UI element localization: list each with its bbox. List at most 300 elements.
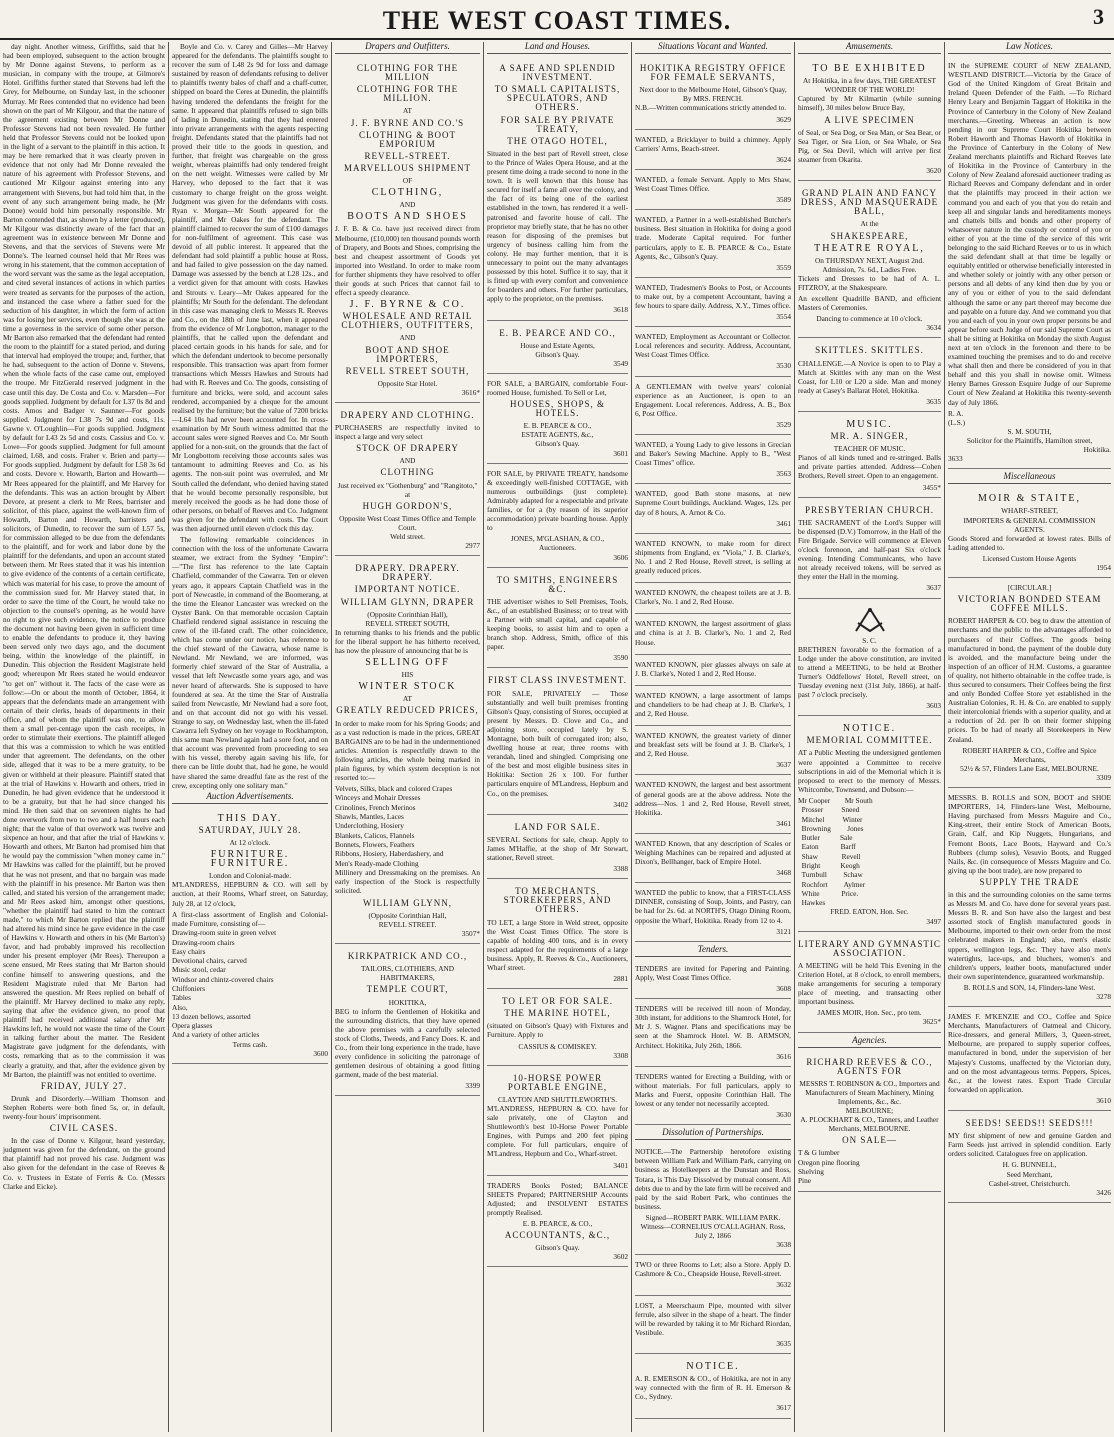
law-notice: [948, 59, 1111, 469]
hugh-opposite: Opposite West Coast Times Office and Temple Court.: [339, 513, 476, 532]
supply-trade: SUPPLY THE TRADE: [979, 876, 1080, 887]
shakespeare: SHAKESPEARE,: [830, 230, 909, 241]
gibsons-quay: Gibson's Quay.: [535, 349, 580, 359]
ad-ref: 3600: [313, 1048, 328, 1058]
tender-ads: [635, 962, 791, 1125]
and-label-3: AND: [399, 456, 416, 466]
situations-section-heading: Situations Vacant and Wanted.: [635, 42, 791, 54]
ad-ref: 3563: [776, 469, 791, 479]
robinson: MESSRS T. ROBINSON & CO., Importers and Manufacturers of Steam Machinery, Mining Implements, &c., &c.: [799, 1078, 940, 1106]
wanted-text: WANTED, a Young Lady to give lessons in Grecian and Baker's Sewing Machine. Apply to B., "West Coast Times" office.: [635, 440, 791, 468]
ad-ref: 3308: [613, 1050, 628, 1060]
nb-text: N.B.—Written communications strictly attended to.: [635, 103, 787, 113]
william-glynn: WILLIAM GLYNN, DRAPER: [340, 596, 475, 607]
ad-ref: 3309: [1096, 772, 1111, 782]
teacher-of-music: TEACHER OF MUSIC.: [833, 444, 906, 454]
tender-ad: [635, 1070, 791, 1125]
to-let-or-sale: TO LET OR FOR SALE.: [502, 996, 613, 1007]
ad-ref: 3608: [776, 984, 791, 994]
memorial-text: AT a Public Meeting the undersigned gentlemen were appointed a Committee to receive subscriptions in aid of the Memorial which it is proposed to erect to the memory of Messrs. Whitcombe, Townsend, and Dobson:—: [798, 748, 941, 794]
wanted-ad: [635, 213, 791, 278]
ad-ref: 3589: [776, 195, 791, 205]
fred-eaton: FRED. EATON, Hon. Sec.: [830, 907, 909, 917]
cashel-street: Cashel-street, Christchurch.: [988, 1178, 1071, 1188]
goods-text: Goods Stored and forwarded at lowest rates. Bills of Lading attended to.: [948, 533, 1111, 552]
to-merchants: TO MERCHANTS, STOREKEEPERS, AND OTHERS.: [503, 886, 612, 915]
column-5: [631, 42, 794, 1432]
clothing-million-2: CLOTHING FOR THE MILLION.: [356, 84, 459, 104]
ad-ref: 3620: [926, 166, 941, 176]
lost-ad: [635, 1299, 791, 1354]
temple-court: TEMPLE COURT,: [366, 984, 449, 995]
at-label: AT: [403, 106, 412, 116]
literary-text: A MEETING will be held This Evening in the Criterion Hotel, at 8 o'clock, to enroll members, make arrangements for securing a temporary place of meeting, and transacting other important business.: [798, 960, 941, 1007]
ad-ref: 3529: [776, 419, 791, 429]
cassius-comiskey: CASSIUS & COMISKEY.: [518, 1041, 597, 1051]
winter-stock: WINTER STOCK: [358, 681, 457, 693]
on-sale: ON SALE—: [842, 1135, 897, 1146]
of-label: OF: [402, 176, 413, 186]
seeds-ad: [948, 1114, 1111, 1203]
wanted-ad: [635, 380, 791, 435]
clothing-million-1: CLOTHING FOR THE MILLION: [356, 63, 459, 83]
pearce-name-2: E. B. PEARCE & CO.,: [523, 421, 592, 431]
land-sale-ad: [487, 818, 628, 879]
committee-names: Mr Cooper Mr South Prosser Sneed Mitchel Winter Browning Jones Butler Sale Eaton Barff Shaw Revell Bright Keogh Turnbull Schaw Rochfort Aylmer White Price. Hawkes: [798, 795, 873, 908]
cottage-ad: [487, 467, 628, 568]
land-for-sale: LAND FOR SALE.: [514, 821, 601, 832]
ad-ref: 2977: [465, 541, 480, 551]
jones-mglashan: JONES, M'GLASHAN, & CO.,: [510, 534, 605, 544]
ad-ref: 3530: [776, 361, 791, 371]
coffee-mills-heading: VICTORIAN BONDED STEAM COFFEE MILLS.: [957, 594, 1102, 614]
ad-ref: 3610: [1096, 1095, 1111, 1105]
ad-ref: 1954: [1096, 562, 1111, 572]
wanted-text: WANTED KNOWN, the cheapest toilets are at J. B. Clarke's, No. 1 and 2, Red House.: [635, 588, 791, 607]
emporium: CLOTHING & BOOT EMPORIUM: [359, 129, 456, 149]
ad-ref: 3549: [613, 358, 628, 368]
skittles-ad: [798, 341, 941, 412]
wanted-text: WANTED, a Partner in a well-established Butcher's business. Best situation in Hokitika for doing a good trade. Moderate Capital required. For further particulars, apply to E. B. PEARCE & Co., Estate Agents, &c., Gibson's Quay.: [635, 215, 791, 261]
column-3: [331, 42, 483, 1432]
wanted-ad: [635, 837, 791, 883]
mrs-french: By MRS. FRENCH.: [682, 94, 743, 104]
ball-ad: [798, 184, 941, 338]
notice-heading: NOTICE.: [842, 723, 897, 735]
tender-ad: [635, 962, 791, 999]
bargain-ad: [487, 377, 628, 464]
portable-engine: 10-HORSE POWER PORTABLE ENGINE,: [507, 1072, 608, 1092]
ad-ref: 3401: [613, 1160, 628, 1170]
mckenzie-text: JAMES F. M'KENZIE and CO., Coffee and Spice Merchants, Manufacturers of Oatmeal and Chicory, Rice-dressers, and general Millers, 3, Queen-street, Melbourne, are prepared to supply superior coffees, manufactured in bond, under the supervision of her Majesty's Customs, unaffected by the Victorian duty, and on the most advantageous terms. Peppers, Spices, &c., at the lowest rates. Export Trade Circular forwarded on application.: [948, 1012, 1111, 1094]
wanted-ad: [635, 330, 791, 376]
flinders-lane: 52½ & 57, Flinders Lane East, MELBOURNE.: [960, 763, 1099, 773]
captured-text: Captured by Mr Kilmartin (while sunning himself), 30 miles below Bruce Bay,: [798, 94, 941, 113]
at-the: At the: [860, 219, 879, 229]
signed: Signed—ROBERT PARK. WILLIAM PARK.: [645, 1212, 781, 1222]
wanted-text: WANTED KNOWN, pier glasses always on sale at J. B. Clarke's, Noted 1 and 2, Red House.: [635, 659, 791, 678]
wanted-ad: [635, 281, 791, 327]
drapery-triple: DRAPERY. DRAPERY. DRAPERY.: [355, 563, 460, 583]
seal-text: of Seal, or Sea Dog, or Sea Man, or Sea Bear, or Sea Tiger, or Sea Lion, or Sea Whale, or Sea Pig, or Sea Devil, which will arrive per first steamer from Okarita.: [798, 127, 941, 164]
ad-ref: 3455*: [922, 482, 941, 492]
important-notice: IMPORTANT NOTICE.: [354, 584, 461, 595]
ad-ref: 3624: [776, 154, 791, 164]
pearce-name: E. B. PEARCE AND CO.,: [499, 327, 616, 338]
this-day: THIS DAY.: [217, 812, 283, 824]
coffee-mills-ad: [948, 581, 1111, 788]
licensed-agents: Licensed Custom House Agents: [982, 553, 1077, 563]
masthead: [0, 0, 1114, 40]
hokitika: HOKITIKA,: [388, 997, 427, 1007]
rolls-ad: [948, 791, 1111, 1007]
challenge-text: CHALLENGE.—A Novice is open to to Play a Match at Skittles with any man on the West Coast, for L10 or L20 a side. Man and money ready at Casey's Ballarat Hotel, Hokitika.: [798, 358, 941, 395]
ad-ref: 3468: [776, 868, 791, 878]
music-ad: [798, 415, 941, 498]
james-moir: JAMES MOIR, Hon. Sec., pro tem.: [817, 1008, 922, 1018]
merchants-text: TO LET, a large Store in Weld street, opposite the West Coast Times Office. The store is capable of holding 400 tons, and is in every respect adapted for the requirements of a large business. Apply, R. Reeves & Co., Auctioneers, Wharf street.: [487, 917, 628, 972]
friday-heading: FRIDAY, JULY 27.: [40, 1080, 128, 1091]
gibsons-quay-3: Gibson's Quay.: [535, 1243, 580, 1253]
wholesale: WHOLESALE AND RETAIL CLOTHIERS, OUTFITTERS,: [341, 311, 474, 331]
auction-date: SATURDAY, JULY 28.: [198, 824, 302, 835]
wanted-ad: [635, 658, 791, 686]
seeds-text: MY first shipment of new and genuine Garden and Farm Seeds just arrived in splendid condition. Early orders solicited. Catalogues free on application.: [948, 1131, 1111, 1159]
clothing-heading: CLOTHING,: [371, 187, 444, 199]
rolls-text-2: in this and the surrounding colonies on the same terms as Messrs M. and Co. have done for several years past. Messrs B. R. and Son have also the largest and best assorted stock of English manufactured goods in Melbourne, imported to their own order from the most celebrated makers in England; also, men's elastic uppers, wellington legs, &c. They have also men's watertights, lace-ups, and bluchers, women's and children's uppers, leather boots, manufactured under their own superintendence, guaranteed workmanship.: [948, 889, 1111, 981]
furniture-heading: FURNITURE. FURNITURE.: [210, 849, 290, 870]
drapers-section-heading: Drapers and Outfitters.: [335, 42, 480, 54]
live-specimen: A LIVE SPECIMEN: [824, 114, 915, 125]
ad-ref: 3278: [1096, 992, 1111, 1001]
estate-agents: ESTATE AGENTS, &c.,: [521, 430, 594, 440]
wanted-text: WANTED, Tradesmen's Books to Post, or Accounts to make out, by a competent Accountant, having a few hours to spare daily. Address, X.Y., Times office.: [635, 282, 791, 310]
tender-text: TENDERS will be received till noon of Monday, 30th instant, for additions to the Shamrock Hotel, for Mr J. S. Wagner. Plans and specifications may be seen at the Shamrock Hotel. W. B. ARMSON, Architect. Hokitika, July 26th, 1866.: [635, 1004, 791, 1050]
importers: IMPORTERS & GENERAL COMMISSION AGENTS.: [963, 515, 1096, 534]
presbyterian-heading: PRESBYTERIAN CHURCH.: [804, 504, 934, 515]
marvellous-shipment: MARVELLOUS SHIPMENT: [343, 162, 472, 173]
corinthian-2: (Opposite Corinthian Hall,: [368, 910, 447, 920]
jf-byrne: J. F. BYRNE & CO.: [349, 299, 466, 311]
gibsons-quay-2: Gibson's Quay.: [535, 439, 580, 449]
memorial-committee: MEMORIAL COMMITTEE.: [806, 735, 933, 746]
thursday-next: On THURSDAY NEXT, August 2nd.: [814, 255, 925, 265]
brethren-text: BRETHREN favorable to the formation of a Lodge under the above constitution, are invited to attend a MEETING, to be held at Brother Turner's Oddfellows' Hotel, Revell street, on Tuesday evening next (31st July, 1866), at half-past 7 o'clock precisely.: [798, 644, 941, 700]
literary-heading: LITERARY AND GYMNASTIC ASSOCIATION.: [798, 938, 941, 958]
ad-ref: 3497: [926, 916, 941, 926]
greatest-wonder: At Hokitika, in a few days, THE GREATEST WONDER OF THE WORLD!: [802, 76, 936, 95]
rolls-text: MESSRS. B. ROLLS and SON, BOOT and SHOE IMPORTERS, 14, Flinders-lane West, Melbourne, Having purchased from Messrs Maguire and Co., King-street, their entire Stock of American Boots, Grain, Calf, and Kip Nuggets, Hungarians, and Fremont Boots, Lace Boots, Hayward and Co.'s Rubbers (clump soles), Vesuvio Boots, and Rugged Nails, &c. (in consequence of Messrs Maguire and Co. giving up the boot trade), are now prepared to: [948, 793, 1111, 875]
engine-ad: [487, 1069, 628, 1176]
ad-ref: 3618: [613, 305, 628, 315]
ad-ref: 3635: [926, 396, 941, 406]
returning-thanks: In returning thanks to his friends and the public for the liberal support he has hitherto received, has now the pleasure of announcing that he is: [335, 627, 480, 655]
pearce-agents: House and Estate Agents,: [520, 340, 595, 350]
marine-text: (situated on Gibson's Quay) with Fixtures and Furniture. Apply to: [487, 1021, 628, 1040]
civil-cases-text: In the case of Donne v. Kilgour, heard yesterday, judgment was given for the defendant, on the ground that plaintiff had not proved his case. Judgment was also given for the defendant in the case of Reeves & Co. v. Trustees in Estate of Ferris & Co. (Messrs Clarke and Eicke).: [3, 1136, 165, 1191]
ad-ref: 3602: [613, 1252, 628, 1262]
gordon-ad: [335, 406, 480, 556]
richard-reeves: RICHARD REEVES & CO., AGENTS FOR: [806, 1056, 933, 1076]
ad-ref: 3461: [776, 818, 791, 828]
registry-ad: [635, 59, 791, 130]
wanted-text: WANTED, good Bath stone masons, at new Supreme Court buildings, Auckland. Wages, 12s. per day of 8 hours, A. Arnot & Co.: [635, 489, 791, 517]
wanted-text: WANTED KNOWN, the largest and best assortment of general goods are at the above address. Note the address—Nos. 1 and 2, Red House, Revell street, Hokitika.: [635, 780, 791, 817]
memorial-ad: [798, 719, 941, 931]
lost-text: LOST, a Meerschaum Pipe, mounted with silver ferrule, also silver in the shape of a heart. The finder will be rewarded by taking it to Mr Richard Riordan, Vestibule.: [635, 1300, 791, 1337]
small-capitalists: TO SMALL CAPITALISTS, SPECULATORS, AND OTHERS.: [494, 84, 621, 113]
kirkpatrick: KIRKPATRICK AND CO.,: [347, 951, 468, 962]
land-sale-text: SEVERAL Sections for sale, cheap. Apply to James M'Haffie, at the shop of Mr Stewart, stationer, Revell street.: [487, 834, 628, 863]
seeds-heading: SEEDS! SEEDS!! SEEDS!!!: [965, 1118, 1094, 1129]
tickets-text: Tickets and Dresses to be had of A. L. FITZROY, at the Shakespeare.: [798, 273, 941, 292]
lodge-ad: [798, 602, 941, 717]
wanted-ad: [635, 487, 791, 533]
wanted-text: WANTED, a female Servant. Apply to Mrs Shaw, West Coast Times Office.: [635, 174, 791, 194]
civil-cases-heading: CIVIL CASES.: [49, 1123, 119, 1134]
pearce-name-3: E. B. PEARCE, & CO.,: [522, 1219, 593, 1229]
wanted-ad: [635, 617, 791, 654]
ad-ref: 3637: [776, 760, 791, 770]
column-2: [168, 42, 331, 1432]
circular: [CIRCULAR.]: [1007, 583, 1052, 593]
ad-ref: 3617: [776, 1403, 791, 1413]
coincidences-text: The following remarkable coincidences in connection with the loss of the unfortunate Cawarra steamer, we extract from the Sydney "Empire":—"The first has reference to the late Captain Chatfield, commander of the Cawarra. Ten or eleven years ago, it appears Captain Chatfield was in the port of Newcastle, in command of the Boomerang, at the time the Eleanor Lancaster was wrecked on the Oyster Bank. On that memorable occasion Captain Chatfield rendered signal assistance in rescuing the crew of the ill-fated craft. The other coincidence, which has come under our notice, has reference to the chief steward of the Cawarra, whose name is Newland. Mr Newland, we are informed, was formerly chief steward of the Star of Australia, a vessel that left Newcastle some years ago, and was never heard of afterwards. She is supposed to have foundered at sea. At the time the Star of Australia sailed from Newcastle, Mr Newland had a sore foot, and on that account did not go with his vessel. Strange to say, on Wednesday last, when the ill-fated Cawarra left Sydney on her voyage to Rockhampton, this same man Newland again had a sore foot, and on that account was prevented from proceeding to sea with his vessel, thereby again saving his life, for there can be little doubt that, had he gone, he would have shared the same dreadful fate as the rest of the crew, excepting only one solitary man.": [172, 535, 328, 790]
moir-staite: MOIR & STAITE,: [977, 493, 1082, 505]
wanted-ad: [635, 133, 791, 170]
and-label: AND: [399, 200, 416, 210]
wanted-text: WANTED KNOWN, to make room for direct shipments from England, ex "Viola," J. B. Clarke's, No. 1 and 2 Red House, Revell street, is selling at greatly reduced prices.: [635, 538, 791, 576]
mclandress-text: M'LANDRESS, HEPBURN & CO. will sell by auction, at their Rooms, Wharf street, on Saturday, July 28, at 12 o'clock,: [172, 880, 328, 908]
auctioneers: Auctioneers.: [538, 543, 577, 553]
accountants: ACCOUNTANTS, &C.,: [504, 1230, 611, 1241]
ad-ref: 3461: [776, 518, 791, 528]
dissolution-section-heading: Dissolution of Partnerships.: [635, 1128, 791, 1140]
column-6: [794, 42, 944, 1432]
marine-hotel: THE MARINE HOTEL,: [504, 1008, 611, 1019]
wanted-text: WANTED Known, that any description of Scales or Weighing Machines can be repaired and adjusted at Dixon's, Bellhanger, back of Empire Hotel.: [635, 838, 791, 867]
furniture-list: A first-class assortment of English and Colonial-made Furniture, consisting of— Drawing-room suite in green velvet Drawing-room chairs Easy chairs Devotional chairs, carved Music stool, cedar Windsor and chintz-covered chairs Chiffoniers Tables Also, 13 dozen bellows, assorted Opera glasses And a variety of other articles: [172, 909, 328, 1040]
investment-text: FOR SALE, PRIVATELY — Those substantially and well built premises fronting Gibson's Quay, consisting of Stores, occupied at present by Messrs. D. Clove and Co., and adjoining store, occupied lately by S. Montagne, both built of corrugated iron; also, dwelling house at rear, three rooms with verandah, lined and shingled. Comprising one of the best and most eligible business sites in Hokitika: Section 26 x 100. For further particulars enquire of M'Landress, Hepburn and Co., on the premises.: [487, 688, 628, 798]
auction-ad: [172, 809, 328, 1064]
seed-merchant: Seed Merchant,: [1006, 1169, 1053, 1179]
rooms-text: TWO or three Rooms to Let; also a Store. Apply D. Cashmore & Co., Cheapside House, Revell-street.: [635, 1260, 791, 1279]
for-sale-treaty: FOR SALE BY PRIVATE TREATY,: [500, 114, 615, 134]
ad-ref: 3507*: [461, 929, 480, 939]
ad-ref: 3630: [776, 1110, 791, 1120]
dancing-time: Dancing to commence at 10 o'clock.: [816, 314, 923, 324]
mckenzie-ad: [948, 1010, 1111, 1111]
hugh-gordon: HUGH GORDON'S,: [362, 500, 453, 511]
traders-text: TRADERS Books Posted; BALANCE SHEETS Prepared; PARTNERSHIP Accounts Adjusted; and INSOLVENT ESTATES promptly Realised.: [487, 1180, 628, 1217]
hokitika: Hokitika.: [1083, 445, 1111, 455]
to-be-exhibited: TO BE EXHIBITED: [812, 63, 927, 75]
emerson-text: A. R. EMERSON & CO., of Hokitika, are not in any way connected with the firm of R. H. Emerson & Co., Sydney.: [635, 1374, 791, 1402]
ad-ref: 3632: [776, 1280, 791, 1290]
smiths-ad: [487, 571, 628, 669]
smiths-text: THE advertiser wishes to Sell Premises, Tools, &c., of an established Business; or to treat with a Partner with small capital, and capable of keeping books, to assist him and to open a branch shop. Address, Smith, office of this paper.: [487, 596, 628, 652]
otago-ad: [487, 59, 628, 320]
investment-ad: [487, 671, 628, 814]
solicitor: Solicitor for the Plaintiffs, Hamilton street,: [966, 435, 1093, 445]
at-label-2: AT: [403, 694, 412, 704]
houses-shops: HOUSES, SHOPS, & HOTELS.: [509, 399, 606, 419]
court-cases-text: Boyle and Co. v. Carey and Gilles—Mr Harvey appeared for the defendants. The plaintiffs sought to recover the sum of L48 2s 9d for loss and damage sustained by reason of defendants refusing to deliver to plaintiffs twenty bales of chaff and a chaff-cutter, shipped on board the Ceres at Dunedin, the plaintiffs having tendered the defendants the freight for the same. It appeared that plaintiffs refused to sign bills of lading in Dunedin, stating that they had entered into private arrangements with the agents respecting freight. Defendants stated that the plaintiffs had not proved their title to the goods in question, and further, that freight was chargeable on the gross weight, whereas plaintiffs had only tendered freight on the nett weight. Witnesses were called by Mr Harvey, who deposed to the fact that it was customary to charge freight on the gross weight. Judgment was given for the defendants with costs. Ryan v. Morgan—Mr South appeared for the plaintiff, and Mr Oakes for the defendant. The plaintiff claimed to recover the sum of £100 damages for non-fulfilment of agreement. This case was devoid of all public interest. It appeared that the defendant had sold plaintiff a public house at Ross, and had failed to give possession on the day named. Damage was assessed by the bench at L28 12s., and a verdict given for that amount with costs. Hawkes and Strouts v. Leary—Mr Oakes appeared for the plaintiffs; Mr South for the defendant. The defendant in this case was managing clerk to Messrs R. Reeves and Co., on the 18th of June last, when it appeared from the evidence of Mr Longbotton, manager to the plaintiffs, that he called upon the defendant and placed certain goods in his hands for sale, and for which the defendant undertook to become personally responsible. This transaction was apart from former transactions which Messrs Hawkes and Strouts had had with R. Reeves and Co. The goods, consisting of furniture and bricks, were sold, and account sales rendered, accompanied by a cheque for the amount realised by the furniture; but the value of 7200 bricks—L64 10s had never been accounted for. In cross-examination by Mr South witness admitted that the account sales were signed Reeves and Co. Mr South applied for a non-suit, on the grounds that the fact of Mr Longbottom receiving those accounts sales was tantamount to admitting Reeves and Co. as his agents. The non-suit point was overruled, and Mr South called the defendant, who denied having stated that he would become personally responsible, but merely received the goods as he had done those of other persons, on behalf of Reeves and Co. Judgment was given for the defendant with costs. The Court was then adjourned until eleven o'clock this day.: [172, 42, 328, 533]
ad-ref: 3590: [613, 653, 628, 663]
boot-importers: BOOT AND SHOE IMPORTERS,: [365, 344, 450, 364]
wanted-ad: [635, 586, 791, 614]
ad-ref: 3426: [1096, 1187, 1111, 1197]
skittles-heading: SKITTLES. SKITTLES.: [815, 345, 924, 356]
kirkpatrick-text: BEG to inform the Gentlemen of Hokitika and the surrounding districts, that they have opened the above premises with a carefully selected stock of Cloths, Tweeds, and Fancy Does. K. and Co., from their long experience in the trade, have every confidence in soliciting the patronage of gentlemen desirous of obtaining a good fitting garment, made of the best material.: [335, 1006, 480, 1080]
ad-ref: 3559: [776, 262, 791, 272]
wharf-street: WHARF-STREET,: [1001, 506, 1058, 516]
tailors: TAILORS, CLOTHIERS, AND HABITMAKERS,: [360, 964, 455, 983]
just-received: Just received ex "Gothenburg" and "Rangitoto," at: [337, 480, 478, 499]
music-heading: MUSIC.: [846, 419, 893, 430]
wanted-text: WANTED KNOWN, the largest assortment of glass and china is at J. B. Clarke's, No. 1 and 2, Red House.: [635, 619, 791, 647]
byrne-ad: [335, 59, 480, 403]
marine-ad: [487, 992, 628, 1066]
wanted-text: WANTED KNOWN, the greatest variety of dinner and breakfast sets will be found at J. B. Clarke's, 1 and 2, Red House.: [635, 731, 791, 759]
amusements-section-heading: Amusements.: [798, 42, 941, 54]
byrne-text: J. F. B. & Co. have just received direct from Melbourne, (£10,000) ten thousand pounds worth of Drapery, and Boots and Shoes, comprising the best and cheapest assortment of Goods yet imported into Westland. In order to make room for further shipments they have resolved to offer their goods at such Prices that cannot fail to effect a speedy clearance.: [335, 224, 480, 298]
glynn-items: Velvets, Silks, black and colored Crapes Winceys and Mohair Dresses Crinolines, French Merinos Shawls, Mantles, Laces Underclothing, Hosiery Blankets, Calicos, Flannels Bonnets, Flowers, Feathers Ribbons, Hosiery, Haberdashery, and Men's Ready-made Clothing Millinery and Dressmaking on the premises. An early inspection of the Stock is respectfully solicited.: [335, 784, 480, 896]
ra-label: R. A.: [948, 408, 964, 418]
tenders-section-heading: Tenders.: [635, 945, 791, 957]
reeves-ad: [798, 1053, 941, 1192]
wanted-text: A GENTLEMAN with twelve years' colonial experience as an Auctioneer, is open to an Engagement. Local references. Address, A. B., Box 6, Post Office.: [635, 381, 791, 418]
page-number: 3: [1093, 4, 1104, 29]
melbourne: MELBOURNE;: [845, 1106, 894, 1116]
admission: Admission, 7s. 6d., Ladies Free.: [822, 264, 917, 274]
ad-ref: 3633: [948, 454, 963, 464]
cottage-text: FOR SALE, by PRIVATE TREATY, handsome & exceedingly well-finished COTTAGE, with numerous outbuildings (just complete). Admirably adapted for a respectable and private families, or for a (by reason of its superior accommodation) private boarding house. Apply to: [487, 468, 628, 533]
kirkpatrick-ad: [335, 947, 480, 1096]
revell-street: REVELL-STREET.: [364, 150, 451, 161]
ad-ref: 2881: [613, 974, 628, 984]
boots-shoes: BOOTS AND SHOES: [347, 211, 468, 223]
wanted-ad: [635, 778, 791, 833]
dissolution-text: NOTICE.—The Partnership heretofore existing between William Park and William Park, carrying on business as Hotelkeepers at the Dunstan and Ross, Totara, is This Day Dissolved by mutual consent. All debts due to and by the late firm will be received and paid by the said Robert Park, who continues the business.: [635, 1147, 791, 1211]
wanted-text: WANTED the public to know, that a FIRST-CLASS DINNER, consisting of Soup, Joints, and Pastry, can be had for 2s. 6d. at NORTH'S, Otago Dining Room, opposite the Wharf, Hokitika. Ready from 12 to 4.: [635, 888, 791, 925]
first-class-investment: FIRST CLASS INVESTMENT.: [488, 675, 627, 686]
merchants-ad: [487, 882, 628, 989]
revell-south: REVELL STREET SOUTH,: [345, 365, 470, 376]
law-section-heading: Law Notices.: [948, 42, 1111, 54]
wanted-ad: [635, 438, 791, 484]
ls-label: (L.S.): [948, 417, 966, 427]
mr-singer: MR. A. SINGER,: [830, 431, 909, 442]
london-colonial: London and Colonial-made.: [208, 871, 292, 881]
sacrament-text: THE SACRAMENT of the Lord's Supper will be dispensed (D.V.) Tomorrow, in the Hall of the Fire Brigade. Service will commence at Eleven o'clock forenoon, and half-past Six o'clock evening. Intending Communicants, who have not already received tokens, will be served as they enter the Hall in the morning.: [798, 517, 941, 582]
wanted-ad: [635, 886, 791, 941]
presbyterian-ad: [798, 501, 941, 599]
ad-ref: 3121: [776, 926, 791, 936]
bunnell: H. G. BUNNELL,: [1002, 1160, 1057, 1170]
his-label: HIS: [401, 670, 414, 680]
ad-ref: 3402: [613, 799, 628, 809]
clayton: CLAYTON AND SHUTTLEWORTH'S.: [497, 1094, 618, 1104]
sale-list: T & G lumber Oregon pine flooring Shelving Pine: [798, 1148, 860, 1186]
column-1: [0, 42, 168, 1432]
otago-hotel: THE OTAGO HOTEL,: [507, 135, 608, 146]
wanted-ad: [635, 537, 791, 583]
wanted-text: WANTED, Employment as Accountant or Collector. Local references and security. Address, Accountant, West Coast Times Office.: [635, 332, 791, 360]
ad-ref: 3399: [465, 1081, 480, 1091]
ad-ref: 3554: [776, 312, 791, 322]
engine-text: M'LANDRESS, HEPBURN & CO. have for sale privately, one of Clayton and Shuttleworth's best 10-Horse Power Portable Engines, with Pumps and 200 feet piping complete. For full particulars, enquire of M'Landress, Hepburn and Co., Wharf-street.: [487, 1104, 628, 1159]
wanted-ad: [635, 689, 791, 726]
pianos-text: Pianos of all kinds tuned and re-stringed. Balls and private parties attended. Address—Cohen Brothers, Revell street. Open to an engagement.: [798, 453, 941, 481]
theatre-royal: THEATRE ROYAL,: [814, 242, 925, 254]
exhibit-ad: [798, 59, 941, 181]
witness: Witness—CORNELIUS O'CALLAGHAN. Ross, July 2, 1866: [640, 1222, 786, 1241]
bargain-text: FOR SALE, a BARGAIN, comfortable Four-roomed House, furnished. To Sell or Let,: [487, 378, 628, 397]
emerson-ad: [635, 1357, 791, 1418]
sm-south: S. M. SOUTH,: [1007, 426, 1052, 436]
masquerade-ball: GRAND PLAIN AND FANCY DRESS, AND MASQUERADE BALL,: [800, 188, 939, 217]
and-label-2: AND: [399, 333, 416, 343]
pearce-ad: [487, 324, 628, 374]
glynn-text: In order to make room for his Spring Goods; and as a vast reduction is made in the prices, GREAT BARGAINS are to be had in the undermentioned articles. Attention is respectfully drawn to the following articles, the whole being marked in plain figures, by which system deception is not resorted to:—: [335, 718, 480, 783]
stock-drapery: STOCK OF DRAPERY: [356, 443, 459, 454]
moir-staite-ad: [948, 489, 1111, 578]
tender-ad: [635, 1002, 791, 1067]
weld-street: Weld street.: [390, 532, 425, 542]
literary-ad: [798, 935, 941, 1033]
misc-section-heading: Miscellaneous: [948, 472, 1111, 484]
friday-text: Drunk and Disorderly.—William Thomson and Stephen Roberts were both fined 5s, or, in default, twenty-four hours' imprisonment.: [3, 1093, 165, 1121]
plockhart: A. PLOCKHART & CO., Tanners, and Leather Merchants, MELBOURNE.: [800, 1115, 939, 1134]
auction-time: At 12 o'clock.: [229, 837, 271, 847]
ad-ref: 3625*: [922, 1017, 941, 1027]
ad-ref: 3388: [613, 864, 628, 874]
ad-ref: 3603: [926, 701, 941, 711]
smiths-heading: TO SMITHS, ENGINEERS &C.: [496, 574, 619, 594]
harper-text: ROBERT HARPER & CO. beg to draw the attention of merchants and the public to the advantages afforded to purchasers of their Coffees. The goods being manufactured in bond, the payment of the double duty is avoided, and the manufacture being under the inspection of an officer of H.M. Customs, a guarantee of quality, not hitherto obtainable in the coffee trade, is thus secured to consumers. Their Coffees being the first and only Bonded Coffee Store yet established in the Australian Colonies, R. H. & Co. are enabled to supply their intercolonial friends with a superior quality, and at a reduction of 2d. per lb on their former shipping prices. To be had of nearly all Storekeepers in New Zealand.: [948, 616, 1111, 744]
agencies-section-heading: Agencies.: [798, 1036, 941, 1048]
dissolution-ad: [635, 1145, 791, 1255]
auction-section-heading: Auction Advertisements.: [172, 792, 328, 804]
harper-name: ROBERT HARPER & CO., Coffee and Spice Merchants,: [962, 745, 1097, 764]
newspaper-title: THE WEST COAST TIMES.: [382, 6, 732, 35]
ad-ref: 3635: [776, 1338, 791, 1348]
terms-cash: Terms cash.: [232, 1039, 268, 1049]
column-7: [944, 42, 1114, 1432]
sc-heading: S. C.: [862, 635, 877, 645]
revell-south-2: REVELL STREET SOUTH,: [365, 618, 450, 628]
reduced-prices: GREATLY REDUCED PRICES,: [336, 705, 479, 716]
ad-ref: 3616: [776, 1051, 791, 1061]
ad-ref: 3606: [613, 552, 628, 562]
rooms-ad: [635, 1258, 791, 1295]
clothing-word: CLOTHING: [380, 467, 435, 478]
court-report-text: day night. Another witness, Griffiths, said that he had been employed, subsequent to the action brought by Mr Donne against Stevens, to perform as a musician, in company with the troupe, at Gilmore's Hotel. Griffiths further stated that Stevens had left the Grey, for Melbourne, on Sunday last, in the schooner Murray. Mr Rees contended that no evidence had been shown on the part of Mr Kilgour, and that the nature of the agreement existing between Mr Donne and Professor Stevens had not been revealed. He further held that Professor Stevens could not be looked upon in the light of a servant to the plaintiff in this action. It may be here remarked that it was clearly proven in evidence that not only had Mr Donne revealed the nature of his agreement with Professor Stevens, and cautioned Mr Kilgour against entering into any arrangement with Stevens, but had told him that, in the event of any such arrangement being made, he (Mr Donne) would hold him personally responsible. Mr Barton contended that, as shown by a letter (produced), Mr Kilgour was distinctly aware of the fact that an agreement was in existence between Mr Donne and Stevens, and that the services of Stevens were Mr Donne's. The learned counsel held that Mr Rees was wrong in his statement, that the common acceptation of the word servant was the same as the legal acceptation, and cited several instances of actions in which parties were treated as servants for the purposes of the action, and instanced the case where a father sued for the seduction of his daughter, in which the form of action was for losing her services, even though she was at the time a governess in the service of some other person. Mr Barton also remarked that the defendant had rented the room to the plaintiff for a stated period, and during that interval had employed the troupe; and, further, that he had, subsequent to the action of Donne v. Stevens, when the whole facts of the case came out, employed the troupe. Mr FitzGerald reserved judgment in the case until this day. De Costa and Co. v. Marsden—For goods supplied. Judgment by default for L37 0s 8d and costs. Amos and Badger v. Saunner—For goods supplied. Judgment for L38 7s 9d and costs, 11s. Gawne v. O'Loughlin—For goods supplied. Judgment by default for L43 2s 5d and costs. Cassius and Co. v. Lowe—For goods supplied. Judgment for full amount claimed, L68, and costs. Fraher v. Brien and party—For goods supplied. Judgment by default for L58 3s 6d and costs. Devore v. Howarth, Barton and Howarth—Mr Rees appeared for the plaintiff, and Mr Harvey for the defendants. This was an action brought by Albert Devore, at present a clerk to Mr Rees, barrister and solicitor, of this place, against the well-known firm of Howarth, Barton and Howarth, barristers and solicitors, of Dunedin, to recover the sum of L57 5s, for commission alleged to be due from the defendants to the plaintiff, and for work and labor done by the plaintiff for the defendants, and upon an account stated between them. Mr Rees stated that it was his intention to give evidence of the contents of a certain certificate, which was material for his case, to prove the amount of the commission sued for. Mr Harvey stated that, in order to save the time of the Court, he would take no objection to the counsel's opening, as he would have no right to give such evidence, the notice to produce the document not having been given in sufficient time to enable the defendants to produce it, they having been served only two days ago, and the document being, within the knowledge of the plaintiff, in Dunedin. This objection the Resident Magistrate held good; whereupon Mr Rees stated he would endeavor "to get on" without it. The facts of the case were as follow:—On or about the month of October, 1864, it appears that the defendants made an arrangement with certain of their clerks, heads of departments in their office, and of whom the plaintiff was one, to allow them a small per-centage upon the cash receipts, in order to stimulate their exertions. The plaintiff alleged that this was a commission to which he was entitled under that agreement. The defendants, on the other side, alleged that it was to be a mere gratuity, to be given or withheld at their pleasure. Plaintiff stated that at the trial of Hawkins v. Howarth and others, tried in Dunedin, he had given evidence that he understood it to be a gratuity, but that he had since changed his mind. He then said that on seventeen nights he had done overwork from two to two and a half hours each night; that the value of that overwork was twelve and sixpence an hour, and that after the trial of Hawkins v. Howarth and others, Mr Barton had promised him that he would pay the commission "when money came in." Mr Hawkins was called for the plaintiff, but he proved that he was not present, and that no bargain was made with the plaintiff in his presence. Mr Barton was then called, and stated his version of the arrangement made; and Mr Rees asked him, amongst other questions, "whether the plaintiff had stated to him the contract made," to which Mr Barton replied that the plaintiff had altered his mind since he gave evidence in the case of Hawkins v. Howarth and others in his (Mr Barton's) favor, and had probably improved his recollection under his present employer (Mr Rees). Thereupon a scene ensued, Mr Rees stating that Mr Barton should confine himself to answering questions, and the Resident Magistrate ruled that Mr Barton had answered the question. Mr Rees replied on behalf of the plaintiff. Mr Harvey declined to make any reply, saying that after the evidence given, no proof that plaintiff had received additional salary after Mr Hawkins left, he would not waste the time of the Court in talking further about the matter. The Resident Magistrate gave judgment for the defendants, with costs, remarking that as to the commission it was clearly a gratuity, and that, after the evidence given by Mr Barton, the plaintiff was not entitled to overtime.: [3, 42, 165, 1079]
drapery-clothing: DRAPERY AND CLOTHING.: [340, 410, 475, 420]
ad-ref: 3638: [776, 1240, 791, 1250]
tender-text: TENDERS are invited for Papering and Painting. Apply, West Coast Times Office.: [635, 963, 791, 982]
wanted-ad: [635, 729, 791, 775]
ad-ref: 3637: [926, 583, 941, 593]
notice-heading: NOTICE.: [686, 1361, 740, 1373]
selling-off: SELLING OFF: [365, 657, 450, 669]
land-section-heading: Land and Houses.: [487, 42, 628, 54]
opp-star: Opposite Star Hotel.: [377, 378, 438, 388]
purchasers-text: PURCHASERS are respectfully invited to inspect a large and very select: [335, 423, 480, 442]
square-compass-icon: [850, 607, 890, 633]
william-glynn-2: WILLIAM GLYNN,: [362, 897, 453, 908]
